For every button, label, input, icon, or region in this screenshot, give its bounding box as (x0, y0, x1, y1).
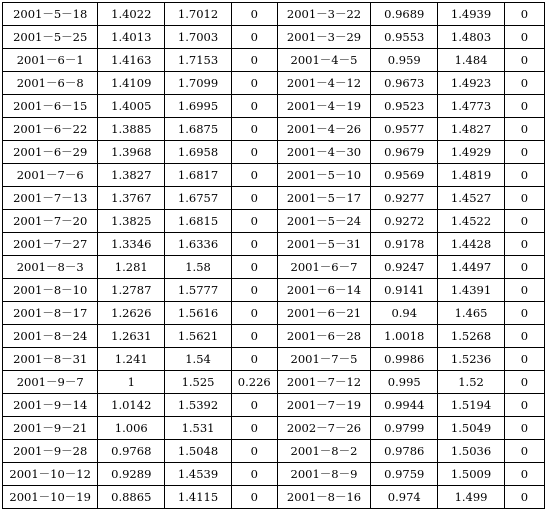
right-dividend-cell: 0 (504, 187, 544, 210)
right-date-cell: 2001－4－30 (277, 141, 371, 164)
left-dividend-cell: 0 (231, 187, 277, 210)
right-date-cell: 2001－7－19 (277, 394, 371, 417)
right-unit-value-cell: 0.9673 (371, 72, 438, 95)
right-date-cell: 2002－7－26 (277, 417, 371, 440)
left-unit-value-cell: 1.2787 (98, 279, 165, 302)
right-date-cell: 2001－6－21 (277, 302, 371, 325)
right-cumulative-value-cell: 1.5268 (438, 325, 505, 348)
left-unit-value-cell: 1 (98, 371, 165, 394)
table-row (3, 394, 545, 417)
left-dividend-cell: 0 (231, 256, 277, 279)
right-cumulative-value-cell: 1.4803 (438, 26, 505, 49)
left-dividend-cell: 0 (231, 49, 277, 72)
right-dividend-cell: 0 (504, 164, 544, 187)
left-cumulative-value-cell: 1.6995 (165, 95, 232, 118)
left-unit-value-cell: 1.4013 (98, 26, 165, 49)
right-unit-value-cell: 0.9679 (371, 141, 438, 164)
right-cumulative-value-cell: 1.5009 (438, 463, 505, 486)
table-row (3, 279, 545, 302)
right-unit-value-cell: 0.995 (371, 371, 438, 394)
right-date-cell: 2001－5－31 (277, 233, 371, 256)
left-date-cell: 2001－7－13 (3, 187, 98, 210)
left-cumulative-value-cell: 1.5392 (165, 394, 232, 417)
right-dividend-cell: 0 (504, 394, 544, 417)
table-row (3, 486, 545, 509)
left-dividend-cell: 0 (231, 486, 277, 509)
right-cumulative-value-cell: 1.499 (438, 486, 505, 509)
left-unit-value-cell: 1.4109 (98, 72, 165, 95)
left-cumulative-value-cell: 1.4115 (165, 486, 232, 509)
right-date-cell: 2001－3－29 (277, 26, 371, 49)
right-date-cell: 2001－4－5 (277, 49, 371, 72)
left-unit-value-cell: 1.3346 (98, 233, 165, 256)
left-dividend-cell: 0 (231, 233, 277, 256)
left-date-cell: 2001－5－25 (3, 26, 98, 49)
left-date-cell: 2001－9－7 (3, 371, 98, 394)
right-dividend-cell: 0 (504, 486, 544, 509)
right-unit-value-cell: 0.959 (371, 49, 438, 72)
right-cumulative-value-cell: 1.4827 (438, 118, 505, 141)
right-date-cell: 2001－8－2 (277, 440, 371, 463)
right-dividend-cell: 0 (504, 72, 544, 95)
left-date-cell: 2001－6－22 (3, 118, 98, 141)
left-date-cell: 2001－8－24 (3, 325, 98, 348)
left-cumulative-value-cell: 1.6757 (165, 187, 232, 210)
left-cumulative-value-cell: 1.5621 (165, 325, 232, 348)
right-cumulative-value-cell: 1.5036 (438, 440, 505, 463)
right-cumulative-value-cell: 1.4522 (438, 210, 505, 233)
right-unit-value-cell: 0.94 (371, 302, 438, 325)
right-dividend-cell: 0 (504, 302, 544, 325)
right-unit-value-cell: 0.9786 (371, 440, 438, 463)
left-dividend-cell: 0 (231, 394, 277, 417)
right-unit-value-cell: 0.9944 (371, 394, 438, 417)
left-unit-value-cell: 1.3885 (98, 118, 165, 141)
right-cumulative-value-cell: 1.4497 (438, 256, 505, 279)
right-dividend-cell: 0 (504, 348, 544, 371)
right-cumulative-value-cell: 1.4391 (438, 279, 505, 302)
right-date-cell: 2001－7－12 (277, 371, 371, 394)
left-unit-value-cell: 1.3825 (98, 210, 165, 233)
left-date-cell: 2001－6－29 (3, 141, 98, 164)
right-dividend-cell: 0 (504, 279, 544, 302)
right-dividend-cell: 0 (504, 325, 544, 348)
left-date-cell: 2001－6－8 (3, 72, 98, 95)
right-unit-value-cell: 0.9799 (371, 417, 438, 440)
left-date-cell: 2001－7－6 (3, 164, 98, 187)
left-cumulative-value-cell: 1.5616 (165, 302, 232, 325)
right-cumulative-value-cell: 1.5236 (438, 348, 505, 371)
left-dividend-cell: 0 (231, 118, 277, 141)
left-date-cell: 2001－9－28 (3, 440, 98, 463)
left-date-cell: 2001－8－31 (3, 348, 98, 371)
left-dividend-cell: 0 (231, 164, 277, 187)
right-date-cell: 2001－4－12 (277, 72, 371, 95)
left-dividend-cell: 0 (231, 141, 277, 164)
right-unit-value-cell: 0.9178 (371, 233, 438, 256)
left-date-cell: 2001－10－19 (3, 486, 98, 509)
right-date-cell: 2001－6－28 (277, 325, 371, 348)
left-unit-value-cell: 1.3968 (98, 141, 165, 164)
right-cumulative-value-cell: 1.4929 (438, 141, 505, 164)
right-cumulative-value-cell: 1.4773 (438, 95, 505, 118)
left-date-cell: 2001－5－18 (3, 3, 98, 26)
right-cumulative-value-cell: 1.4923 (438, 72, 505, 95)
right-unit-value-cell: 0.9272 (371, 210, 438, 233)
left-date-cell: 2001－8－10 (3, 279, 98, 302)
right-dividend-cell: 0 (504, 95, 544, 118)
right-dividend-cell: 0 (504, 3, 544, 26)
left-date-cell: 2001－6－1 (3, 49, 98, 72)
left-dividend-cell: 0 (231, 210, 277, 233)
left-dividend-cell: 0.226 (231, 371, 277, 394)
right-date-cell: 2001－6－7 (277, 256, 371, 279)
left-date-cell: 2001－9－21 (3, 417, 98, 440)
table-body (3, 3, 545, 509)
left-dividend-cell: 0 (231, 72, 277, 95)
right-unit-value-cell: 0.9577 (371, 118, 438, 141)
left-cumulative-value-cell: 1.54 (165, 348, 232, 371)
right-dividend-cell: 0 (504, 141, 544, 164)
right-date-cell: 2001－5－10 (277, 164, 371, 187)
left-cumulative-value-cell: 1.58 (165, 256, 232, 279)
left-cumulative-value-cell: 1.7099 (165, 72, 232, 95)
left-dividend-cell: 0 (231, 463, 277, 486)
right-unit-value-cell: 1.0018 (371, 325, 438, 348)
left-cumulative-value-cell: 1.7003 (165, 26, 232, 49)
right-dividend-cell: 0 (504, 26, 544, 49)
right-date-cell: 2001－5－17 (277, 187, 371, 210)
data-table (2, 2, 545, 509)
left-cumulative-value-cell: 1.6875 (165, 118, 232, 141)
left-unit-value-cell: 0.9768 (98, 440, 165, 463)
table-row (3, 118, 545, 141)
left-cumulative-value-cell: 1.525 (165, 371, 232, 394)
right-date-cell: 2001－7－5 (277, 348, 371, 371)
right-cumulative-value-cell: 1.5194 (438, 394, 505, 417)
left-unit-value-cell: 1.2626 (98, 302, 165, 325)
right-cumulative-value-cell: 1.4939 (438, 3, 505, 26)
table-row (3, 348, 545, 371)
left-date-cell: 2001－7－20 (3, 210, 98, 233)
left-cumulative-value-cell: 1.6815 (165, 210, 232, 233)
table-row (3, 164, 545, 187)
left-unit-value-cell: 0.8865 (98, 486, 165, 509)
left-cumulative-value-cell: 1.7153 (165, 49, 232, 72)
right-dividend-cell: 0 (504, 440, 544, 463)
table-row (3, 371, 545, 394)
table-row (3, 210, 545, 233)
left-cumulative-value-cell: 1.7012 (165, 3, 232, 26)
left-unit-value-cell: 1.4022 (98, 3, 165, 26)
table-row (3, 72, 545, 95)
left-unit-value-cell: 1.2631 (98, 325, 165, 348)
right-dividend-cell: 0 (504, 256, 544, 279)
left-cumulative-value-cell: 1.6817 (165, 164, 232, 187)
right-dividend-cell: 0 (504, 463, 544, 486)
table-row (3, 440, 545, 463)
left-date-cell: 2001－9－14 (3, 394, 98, 417)
left-cumulative-value-cell: 1.6336 (165, 233, 232, 256)
left-unit-value-cell: 1.4005 (98, 95, 165, 118)
left-date-cell: 2001－8－3 (3, 256, 98, 279)
right-dividend-cell: 0 (504, 417, 544, 440)
table-row (3, 141, 545, 164)
left-dividend-cell: 0 (231, 302, 277, 325)
right-cumulative-value-cell: 1.4819 (438, 164, 505, 187)
left-cumulative-value-cell: 1.5777 (165, 279, 232, 302)
right-unit-value-cell: 0.9689 (371, 3, 438, 26)
right-cumulative-value-cell: 1.4527 (438, 187, 505, 210)
left-cumulative-value-cell: 1.5048 (165, 440, 232, 463)
left-unit-value-cell: 0.9289 (98, 463, 165, 486)
table-row (3, 187, 545, 210)
left-dividend-cell: 0 (231, 26, 277, 49)
right-cumulative-value-cell: 1.4428 (438, 233, 505, 256)
left-dividend-cell: 0 (231, 325, 277, 348)
left-unit-value-cell: 1.281 (98, 256, 165, 279)
data-table-container (2, 2, 545, 509)
right-unit-value-cell: 0.974 (371, 486, 438, 509)
table-row (3, 325, 545, 348)
right-date-cell: 2001－6－14 (277, 279, 371, 302)
table-row (3, 49, 545, 72)
left-dividend-cell: 0 (231, 348, 277, 371)
right-date-cell: 2001－4－26 (277, 118, 371, 141)
left-unit-value-cell: 1.0142 (98, 394, 165, 417)
left-dividend-cell: 0 (231, 279, 277, 302)
right-cumulative-value-cell: 1.5049 (438, 417, 505, 440)
right-date-cell: 2001－4－19 (277, 95, 371, 118)
left-cumulative-value-cell: 1.4539 (165, 463, 232, 486)
left-cumulative-value-cell: 1.6958 (165, 141, 232, 164)
right-date-cell: 2001－8－9 (277, 463, 371, 486)
left-unit-value-cell: 1.3827 (98, 164, 165, 187)
left-date-cell: 2001－7－27 (3, 233, 98, 256)
left-cumulative-value-cell: 1.531 (165, 417, 232, 440)
left-unit-value-cell: 1.241 (98, 348, 165, 371)
right-date-cell: 2001－5－24 (277, 210, 371, 233)
left-unit-value-cell: 1.3767 (98, 187, 165, 210)
right-dividend-cell: 0 (504, 118, 544, 141)
right-unit-value-cell: 0.9141 (371, 279, 438, 302)
left-dividend-cell: 0 (231, 3, 277, 26)
left-dividend-cell: 0 (231, 440, 277, 463)
table-row (3, 3, 545, 26)
right-dividend-cell: 0 (504, 371, 544, 394)
left-unit-value-cell: 1.006 (98, 417, 165, 440)
right-unit-value-cell: 0.9569 (371, 164, 438, 187)
right-cumulative-value-cell: 1.484 (438, 49, 505, 72)
right-unit-value-cell: 0.9553 (371, 26, 438, 49)
right-date-cell: 2001－3－22 (277, 3, 371, 26)
table-row (3, 256, 545, 279)
right-unit-value-cell: 0.9247 (371, 256, 438, 279)
left-dividend-cell: 0 (231, 95, 277, 118)
right-cumulative-value-cell: 1.52 (438, 371, 505, 394)
left-date-cell: 2001－10－12 (3, 463, 98, 486)
right-dividend-cell: 0 (504, 49, 544, 72)
table-row (3, 95, 545, 118)
right-cumulative-value-cell: 1.465 (438, 302, 505, 325)
right-dividend-cell: 0 (504, 233, 544, 256)
right-unit-value-cell: 0.9986 (371, 348, 438, 371)
right-unit-value-cell: 0.9277 (371, 187, 438, 210)
table-row (3, 233, 545, 256)
right-date-cell: 2001－8－16 (277, 486, 371, 509)
table-row (3, 463, 545, 486)
left-unit-value-cell: 1.4163 (98, 49, 165, 72)
left-dividend-cell: 0 (231, 417, 277, 440)
left-date-cell: 2001－8－17 (3, 302, 98, 325)
table-row (3, 26, 545, 49)
right-unit-value-cell: 0.9523 (371, 95, 438, 118)
left-date-cell: 2001－6－15 (3, 95, 98, 118)
right-unit-value-cell: 0.9759 (371, 463, 438, 486)
table-row (3, 417, 545, 440)
table-row (3, 302, 545, 325)
right-dividend-cell: 0 (504, 210, 544, 233)
